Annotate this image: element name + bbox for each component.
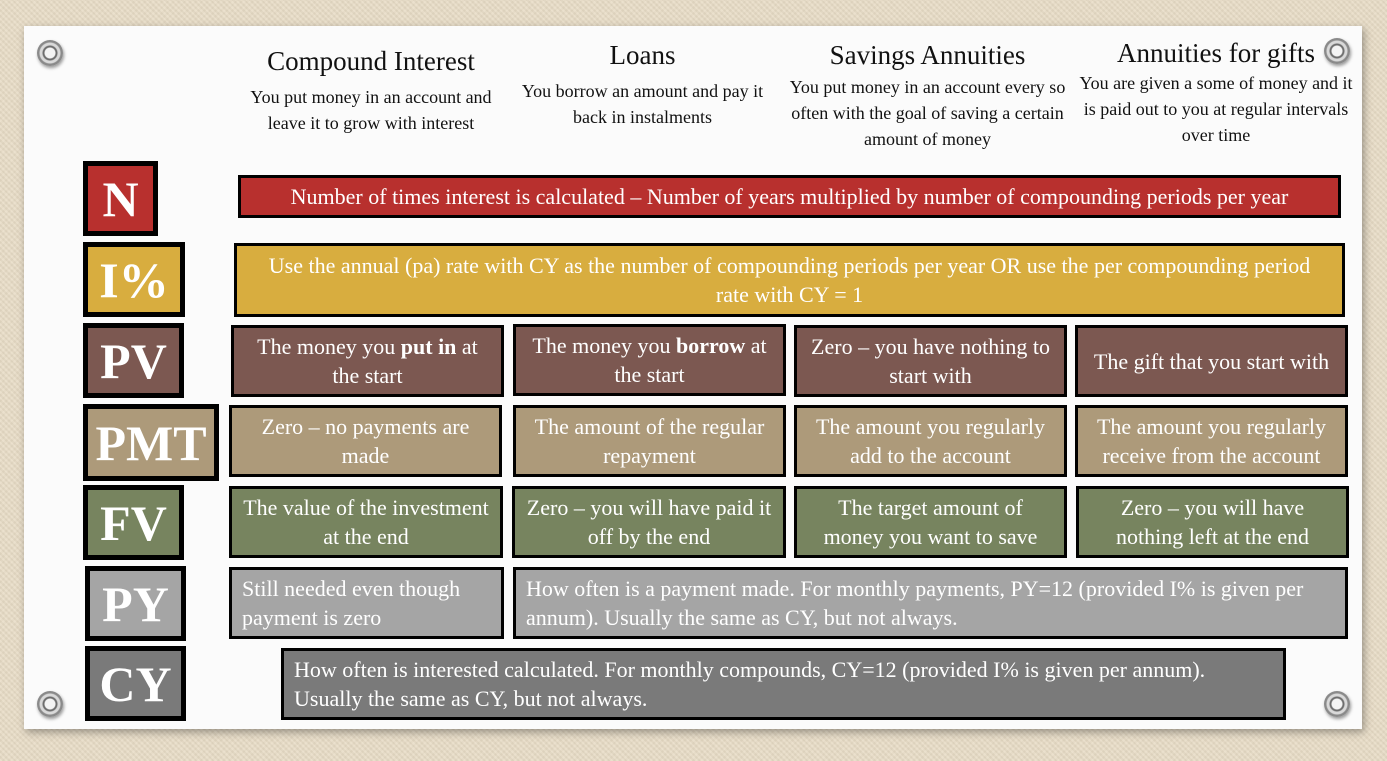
column-title: Savings Annuities (829, 40, 1026, 70)
column-header-savings (780, 40, 1075, 152)
pmt-gifts-cell: The amount you regularly receive from the account (1075, 405, 1348, 477)
py-compound-cell: Still needed even though payment is zero (229, 567, 504, 639)
pv-loans-text: The money you borrow at the start (532, 333, 767, 387)
column-desc: You put money in an account and leave it to grow with interest (250, 87, 492, 133)
n-description: Number of times interest is calculated – Number of years multiplied by number of compounding periods per year (238, 175, 1341, 218)
column-desc: You borrow an amount and pay it back in instalments (521, 81, 764, 127)
column-header-gifts (1078, 38, 1354, 148)
fv-savings-cell: The target amount of money you want to save (794, 486, 1067, 558)
pv-gifts-text: The gift that you start with (1093, 348, 1330, 374)
label-pv: PV (83, 323, 184, 398)
rivet-icon (1324, 691, 1350, 717)
fv-loans-cell: Zero – you will have paid it off by the end (512, 486, 786, 558)
i-percent-description: Use the annual (pa) rate with CY as the number of compounding periods per year OR use the per compounding period rate with CY = 1 (234, 243, 1345, 317)
pv-savings-cell (794, 325, 1067, 397)
label-n: N (83, 161, 158, 236)
rivet-icon (37, 691, 63, 717)
column-title: Loans (609, 40, 676, 70)
column-title: Annuities for gifts (1117, 38, 1315, 68)
label-pmt: PMT (83, 404, 219, 481)
column-header-loans (520, 40, 765, 130)
fv-gifts-cell: Zero – you will have nothing left at the end (1076, 486, 1349, 558)
rivet-icon (37, 40, 63, 66)
pmt-compound-cell: Zero – no payments are made (229, 405, 502, 477)
pv-compound-cell (231, 325, 504, 397)
column-desc: You put money in an account every so often with the goal of saving a certain amount of money (789, 77, 1066, 149)
pmt-savings-cell: The amount you regularly add to the account (794, 405, 1067, 477)
pv-compound-text: The money you put in at the start (257, 334, 478, 388)
fv-compound-cell: The value of the investment at the end (229, 486, 503, 558)
pmt-loans-cell: The amount of the regular repayment (513, 405, 786, 477)
pv-savings-text: Zero – you have nothing to start with (811, 334, 1050, 388)
column-desc: You are given a some of money and it is paid out to you at regular intervals over time (1079, 73, 1353, 145)
label-i-percent: I% (83, 242, 185, 317)
pv-loans-cell (513, 324, 786, 396)
label-cy: CY (85, 646, 186, 721)
py-description: How often is a payment made. For monthly payments, PY=12 (provided I% is given per annum). Usually the same as CY, but not always. (513, 567, 1348, 639)
column-header-compound (230, 46, 512, 136)
pv-gifts-cell (1075, 325, 1348, 397)
column-title: Compound Interest (267, 46, 475, 76)
cy-description: How often is interested calculated. For monthly compounds, CY=12 (provided I% is given per annum). Usually the same as CY, but not always. (281, 648, 1286, 720)
label-py: PY (85, 566, 186, 641)
label-fv: FV (83, 485, 184, 560)
